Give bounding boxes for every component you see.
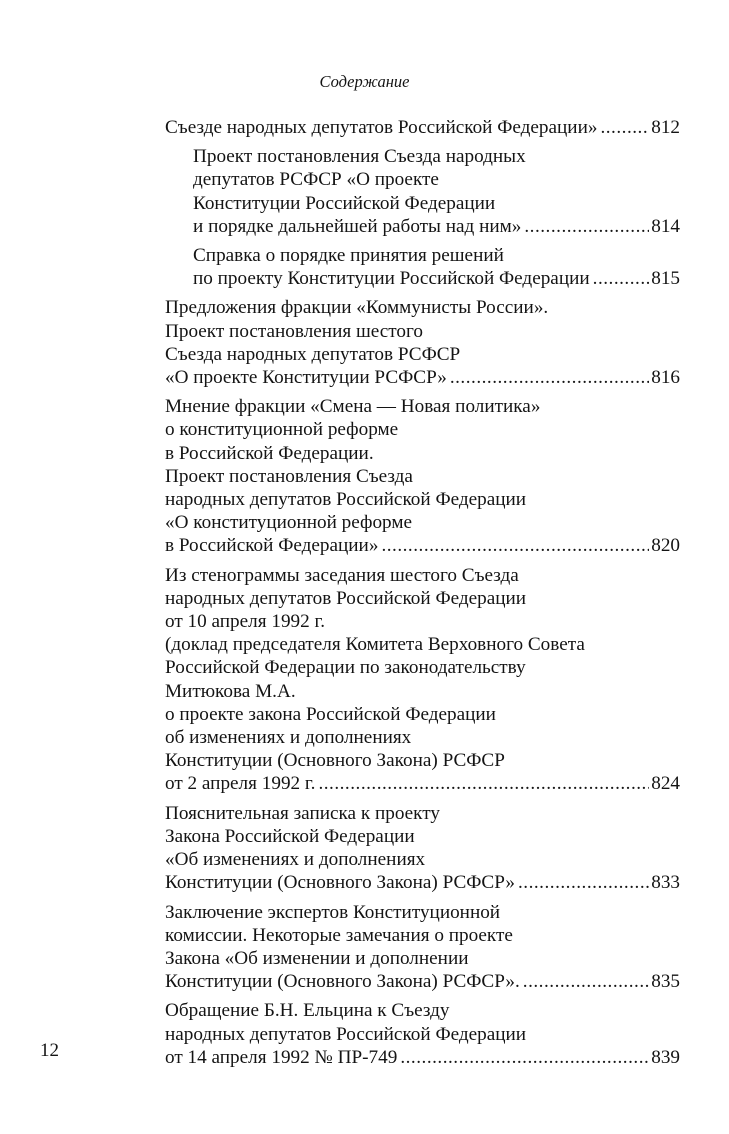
toc-entry bbox=[165, 901, 680, 994]
toc-page-number: 839 bbox=[651, 1046, 680, 1068]
dot-leader bbox=[450, 366, 649, 389]
toc-entry-line: Конституции (Основного Закона) РСФСР bbox=[165, 750, 505, 772]
toc-entry-line: Съезда народных депутатов РСФСР bbox=[165, 343, 461, 365]
toc-entry-line: Проект постановления шестого bbox=[165, 320, 423, 342]
toc-page-number: 835 bbox=[651, 971, 680, 993]
toc-entry-line: об изменениях и дополнениях bbox=[165, 727, 412, 749]
toc-entry bbox=[165, 564, 680, 796]
toc-page-number: 833 bbox=[651, 872, 680, 894]
toc-entry-line: депутатов РСФСР «О проекте bbox=[193, 169, 439, 191]
toc-entry-line: Проект постановления Съезда народных bbox=[193, 146, 526, 168]
toc-entry-line: Конституции Российской Федерации bbox=[193, 192, 496, 214]
toc-entry-line: Митюкова М.А. bbox=[165, 680, 296, 702]
toc-entry-line: (доклад председателя Комитета Верховного Совета bbox=[165, 634, 585, 656]
toc-entry-last-line: «О проекте Конституции РСФСР» bbox=[165, 367, 447, 389]
toc-entry-line: народных депутатов Российской Федерации bbox=[165, 1023, 527, 1045]
toc-page-number: 824 bbox=[651, 773, 680, 795]
toc-entry-line: Пояснительная записка к проекту bbox=[165, 802, 440, 824]
toc-entry-last-line: Конституции (Основного Закона) РСФСР». bbox=[165, 971, 520, 993]
toc-entry-last-line: Съезде народных депутатов Российской Федерации» bbox=[165, 117, 598, 138]
toc-entry-line: от 10 апреля 1992 г. bbox=[165, 611, 326, 633]
dot-leader bbox=[593, 267, 650, 290]
toc-entry-last-line: по проекту Конституции Российской Федерации bbox=[193, 268, 590, 290]
dot-leader bbox=[524, 215, 649, 238]
toc-entry bbox=[165, 296, 680, 389]
toc-entry-last-line: Конституции (Основного Закона) РСФСР» bbox=[165, 872, 515, 894]
toc-entry-line: Проект постановления Съезда bbox=[165, 465, 413, 487]
toc-entry-line: Заключение экспертов Конституционной bbox=[165, 901, 501, 923]
dot-leader bbox=[381, 534, 649, 557]
toc-entry-line: о конституционной реформе bbox=[165, 419, 399, 441]
dot-leader bbox=[400, 1046, 649, 1069]
toc-entry-line: Российской Федерации по законодательству bbox=[165, 657, 526, 679]
dot-leader bbox=[518, 871, 649, 894]
dot-leader bbox=[523, 970, 649, 993]
toc-page-number: 814 bbox=[651, 215, 680, 237]
toc-entry bbox=[193, 244, 680, 290]
toc-entry-line: Закона «Об изменении и дополнении bbox=[165, 947, 469, 969]
toc-entry-line: Закона Российской Федерации bbox=[165, 825, 415, 847]
running-header: Содержание bbox=[319, 72, 410, 91]
page-number: 12 bbox=[40, 1040, 59, 1061]
toc-entry bbox=[165, 802, 680, 895]
toc-page-number: 820 bbox=[651, 535, 680, 557]
toc-entry-last-line: в Российской Федерации» bbox=[165, 535, 379, 557]
toc-entry-last-line: от 2 апреля 1992 г. bbox=[165, 773, 316, 795]
toc-page-number: 815 bbox=[651, 268, 680, 290]
toc-entry bbox=[165, 999, 680, 1069]
toc-entry-line: в Российской Федерации. bbox=[165, 442, 374, 464]
toc-entry-line: Обращение Б.Н. Ельцина к Съезду bbox=[165, 1000, 450, 1022]
toc-entry-line: Справка о порядке принятия решений bbox=[193, 245, 504, 267]
toc-entry-line: Из стенограммы заседания шестого Съезда bbox=[165, 564, 519, 586]
toc-entry bbox=[165, 116, 680, 139]
toc-entry bbox=[193, 145, 680, 238]
toc-entry-last-line: от 14 апреля 1992 № ПР-749 bbox=[165, 1046, 398, 1068]
toc-page-number: 812 bbox=[651, 117, 680, 138]
toc-entry-line: комиссии. Некоторые замечания о проекте bbox=[165, 924, 513, 946]
toc-entry-line: Предложения фракции «Коммунисты России». bbox=[165, 297, 549, 319]
toc-entry bbox=[165, 395, 680, 557]
dot-leader bbox=[318, 772, 649, 795]
toc-page-number: 816 bbox=[651, 367, 680, 389]
dot-leader bbox=[600, 116, 649, 139]
toc-entry-last-line: и порядке дальнейшей работы над ним» bbox=[193, 215, 522, 237]
toc-entry-line: «Об изменениях и дополнениях bbox=[165, 849, 426, 871]
table-of-contents bbox=[165, 116, 680, 1075]
toc-entry-line: «О конституционной реформе bbox=[165, 512, 413, 534]
toc-entry-line: Мнение фракции «Смена — Новая политика» bbox=[165, 396, 541, 418]
toc-entry-line: о проекте закона Российской Федерации bbox=[165, 703, 496, 725]
toc-entry-line: народных депутатов Российской Федерации bbox=[165, 587, 527, 609]
toc-entry-line: народных депутатов Российской Федерации bbox=[165, 489, 527, 511]
